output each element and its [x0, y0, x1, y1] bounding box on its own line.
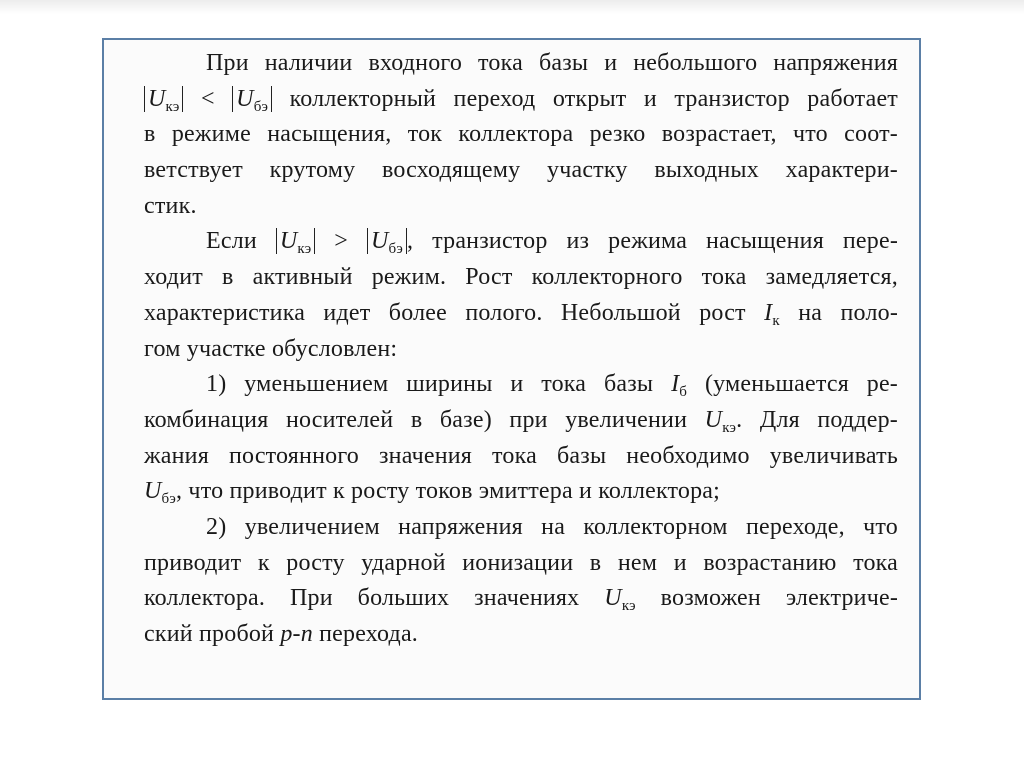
text-line: приводит к росту ударной ионизации в нем и возрастанию тока [144, 549, 898, 576]
formula-abs-ube: $U_{бэ}$ [232, 86, 272, 112]
text-line: ветствует крутому восходящему участку выходных характери- [144, 157, 898, 184]
text-line: 2) увеличением напряжения на коллекторном переходе, что [206, 513, 898, 540]
text-line: коллектора. При больших значениях $U_{кэ}$ возможен электриче- [144, 585, 899, 615]
formula-abs-uke: $U_{кэ}$ [276, 228, 315, 254]
formula-ib: $I_б$ [671, 371, 688, 401]
page-text [144, 46, 898, 653]
scanned-page [102, 38, 921, 700]
text-line: ский пробой p-n перехода. [144, 621, 418, 647]
text-line: жания постоянного значения тока базы необходимо увеличивать [144, 442, 898, 469]
formula-ik: $I_к$ [764, 299, 780, 329]
formula-abs-ube: $U_{бэ}$ [367, 228, 407, 254]
text-line: в режиме насыщения, ток коллектора резко возрастает, что соот- [144, 121, 898, 148]
formula-uke: $U_{кэ}$ [604, 585, 636, 615]
top-strip [0, 0, 1024, 14]
text-line: $U_{кэ} < U_{бэ}$ коллекторный переход открыт и транзистор работает [144, 82, 898, 118]
formula-abs-uke: $U_{кэ}$ [144, 86, 183, 112]
text-line: комбинация носителей в базе) при увеличении $U_{кэ}$. Для поддер- [144, 406, 899, 436]
text-line: ходит в активный режим. Рост коллекторного тока замедляется, [144, 264, 898, 291]
text-line: $U_{бэ}$, что приводит к росту токов эмиттера и коллектора; [144, 478, 721, 508]
formula-uke: $U_{кэ}$ [704, 406, 737, 436]
text-line: характеристика идет более полого. Небольшой рост $I_к$ на поло- [144, 299, 899, 329]
text-line: гом участке обусловлен: [144, 335, 398, 362]
formula-ube: $U_{бэ}$ [144, 478, 177, 508]
text-line: стик. [144, 192, 197, 219]
text-line: 1) уменьшением ширины и тока базы $I_б$ (уменьшается ре- [206, 371, 898, 401]
term-pn: p-n [280, 621, 313, 647]
text-line: Если $U_{кэ} > U_{бэ}$ , транзистор из режима насыщения пере- [206, 228, 899, 258]
text-line: При наличии входного тока базы и небольшого напряжения [206, 50, 898, 76]
